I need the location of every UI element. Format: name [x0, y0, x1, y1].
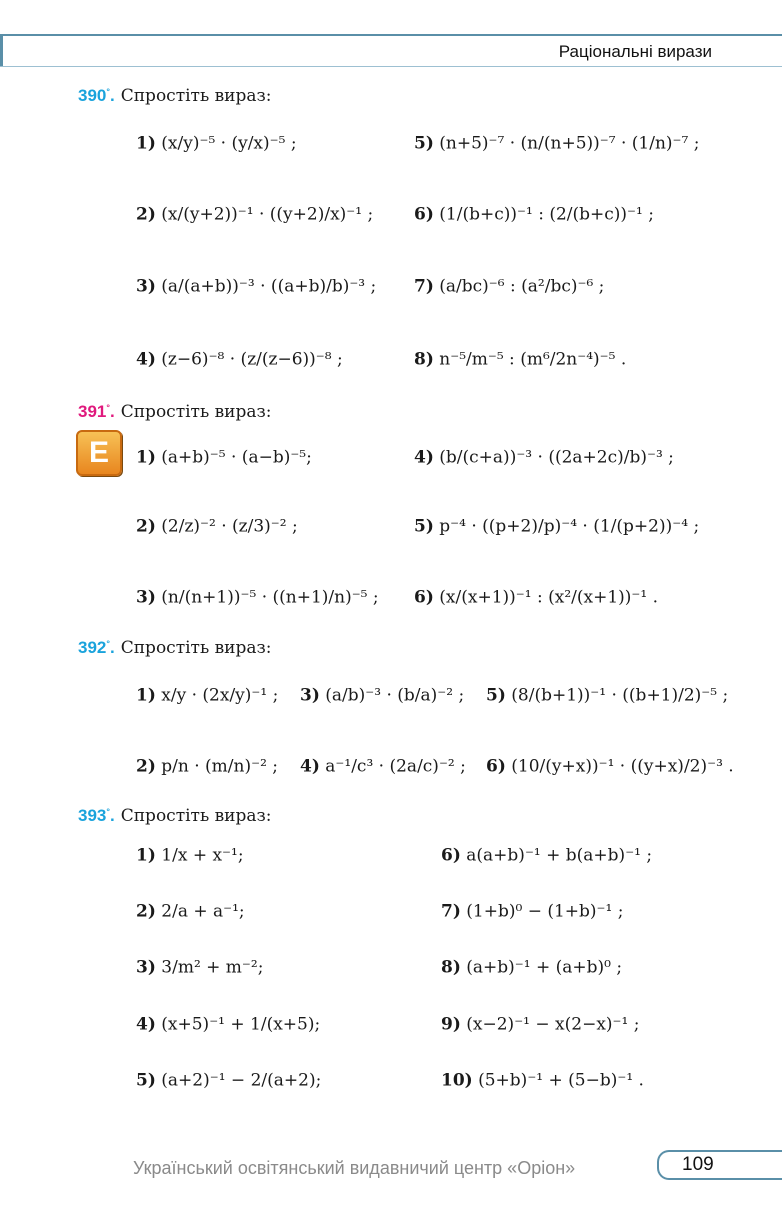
electronic-resource-badge-icon[interactable]: Е — [76, 430, 122, 476]
exercise-390-item-3: 3) (a/(a+b))⁻³ · ((a+b)/b)⁻³ ; — [136, 276, 377, 297]
exercise-392-item-2: 2) p/n · (m/n)⁻² ; — [136, 756, 279, 777]
exercise-393-heading — [78, 806, 272, 826]
exercise-391-item-6: 6) (x/(x+1))⁻¹ : (x²/(x+1))⁻¹ . — [414, 587, 658, 608]
header-divider — [0, 66, 782, 67]
exercise-390-item-4: 4) (z−6)⁻⁸ · (z/(z−6))⁻⁸ ; — [136, 349, 343, 370]
exercise-392-item-3: 3) (a/b)⁻³ · (b/a)⁻² ; — [300, 685, 465, 706]
exercise-393-item-1: 1) 1/x + x⁻¹; — [136, 845, 244, 866]
exercise-number: 390°. — [78, 86, 115, 105]
exercise-390-item-8: 8) n⁻⁵/m⁻⁵ : (m⁶/2n⁻⁴)⁻⁵ . — [414, 349, 627, 370]
exercise-number: 393°. — [78, 806, 115, 825]
exercise-390-item-1: 1) (x/y)⁻⁵ · (y/x)⁻⁵ ; — [136, 133, 297, 154]
exercise-390-item-7: 7) (a/bc)⁻⁶ : (a²/bc)⁻⁶ ; — [414, 276, 605, 297]
exercise-instruction: Спростіть вираз: — [120, 806, 272, 826]
exercise-number: 391°. — [78, 402, 115, 421]
exercise-393-item-5: 5) (a+2)⁻¹ − 2/(a+2); — [136, 1070, 322, 1091]
page-header-title: Раціональні вирази — [558, 42, 712, 61]
exercise-393-item-4: 4) (x+5)⁻¹ + 1/(x+5); — [136, 1014, 321, 1035]
exercise-391-heading — [78, 402, 272, 422]
exercise-391-item-1: 1) (a+b)⁻⁵ · (a−b)⁻⁵; — [136, 447, 312, 468]
exercise-393-item-7: 7) (1+b)⁰ − (1+b)⁻¹ ; — [441, 901, 624, 922]
exercise-391-item-4: 4) (b/(c+a))⁻³ · ((2a+2c)/b)⁻³ ; — [414, 447, 674, 468]
exercise-393-item-6: 6) a(a+b)⁻¹ + b(a+b)⁻¹ ; — [441, 845, 653, 866]
exercise-392-item-4: 4) a⁻¹/c³ · (2a/c)⁻² ; — [300, 756, 466, 777]
exercise-393-item-3: 3) 3/m² + m⁻²; — [136, 957, 264, 978]
page-number: 109 — [682, 1154, 714, 1175]
exercise-instruction: Спростіть вираз: — [120, 638, 272, 658]
exercise-392-item-6: 6) (10/(y+x))⁻¹ · ((y+x)/2)⁻³ . — [486, 756, 734, 777]
exercise-390-item-2: 2) (x/(y+2))⁻¹ · ((y+2)/x)⁻¹ ; — [136, 204, 374, 225]
exercise-393-item-2: 2) 2/a + a⁻¹; — [136, 901, 245, 922]
exercise-392-item-1: 1) x/y · (2x/y)⁻¹ ; — [136, 685, 279, 706]
exercise-391-item-5: 5) p⁻⁴ · ((p+2)/p)⁻⁴ · (1/(p+2))⁻⁴ ; — [414, 516, 700, 537]
exercise-390-item-5: 5) (n+5)⁻⁷ · (n/(n+5))⁻⁷ · (1/n)⁻⁷ ; — [414, 133, 700, 154]
exercise-393-item-8: 8) (a+b)⁻¹ + (a+b)⁰ ; — [441, 957, 623, 978]
exercise-393-item-9: 9) (x−2)⁻¹ − x(2−x)⁻¹ ; — [441, 1014, 640, 1035]
exercise-392-item-5: 5) (8/(b+1))⁻¹ · ((b+1)/2)⁻⁵ ; — [486, 685, 729, 706]
exercise-instruction: Спростіть вираз: — [120, 86, 272, 106]
exercise-392-heading — [78, 638, 272, 658]
exercise-390-heading — [78, 86, 272, 106]
exercise-instruction: Спростіть вираз: — [120, 402, 272, 422]
exercise-391-item-3: 3) (n/(n+1))⁻⁵ · ((n+1)/n)⁻⁵ ; — [136, 587, 379, 608]
publisher-footer: Український освітянський видавничий центр «Оріон» — [133, 1158, 576, 1178]
exercise-393-item-10: 10) (5+b)⁻¹ + (5−b)⁻¹ . — [441, 1070, 644, 1091]
page-number-tab — [657, 1150, 782, 1180]
exercise-390-item-6: 6) (1/(b+c))⁻¹ : (2/(b+c))⁻¹ ; — [414, 204, 654, 225]
exercise-391-item-2: 2) (2/z)⁻² · (z/3)⁻² ; — [136, 516, 298, 537]
exercise-number: 392°. — [78, 638, 115, 657]
